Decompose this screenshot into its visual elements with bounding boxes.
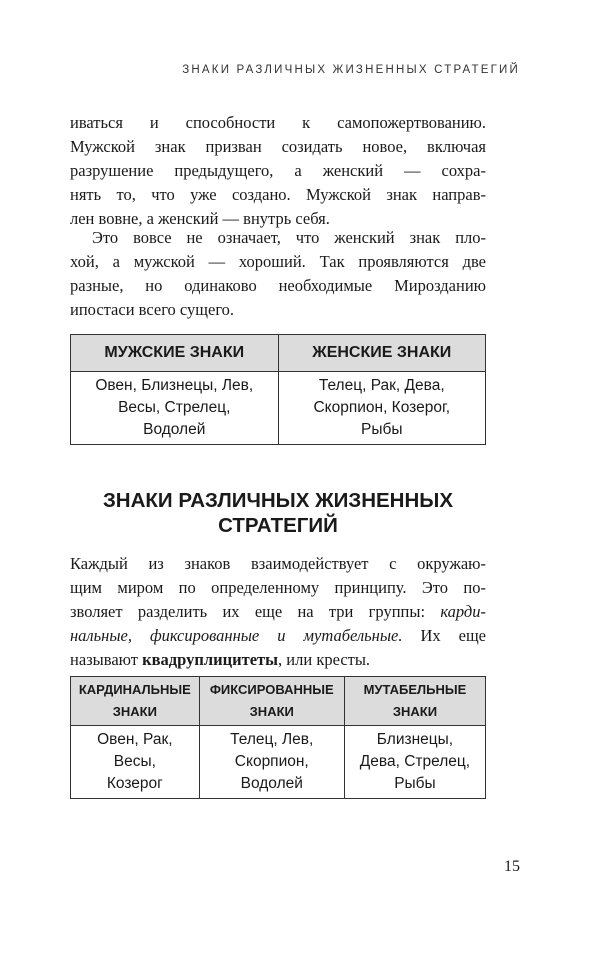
header-line: ЗНАКИ <box>392 704 438 719</box>
running-head: ЗНАКИ РАЗЛИЧНЫХ ЖИЗНЕННЫХ СТРАТЕГИЙ <box>182 64 520 76</box>
cell-line: Весы, Стрелец, <box>118 399 231 416</box>
text-line: лен вовне, а женский — внутрь себя. <box>70 209 330 228</box>
cell-line: Весы, <box>113 753 156 770</box>
cell-line: Рыбы <box>361 421 403 438</box>
table-row <box>71 726 486 799</box>
text-run: называют <box>70 650 143 669</box>
text-line: Мужской знак призван созидать новое, включая <box>70 137 486 156</box>
text-line: разные, но одинаково необходимые Мирозданию <box>70 276 486 295</box>
page-number: 15 <box>504 858 520 875</box>
text-line: иваться и способности к самопожертвованию. <box>70 113 486 132</box>
cell-line: Скорпион, Козерог, <box>313 399 451 416</box>
text-line: щим миром по определенному принципу. Это по- <box>70 578 486 597</box>
text-line <box>70 600 486 624</box>
cell-line: Водолей <box>240 775 303 792</box>
cell-female-signs <box>278 372 486 445</box>
cross-signs-table <box>70 676 486 799</box>
cell-male-signs <box>71 372 279 445</box>
cell-line: Овен, Близнецы, Лев, <box>95 377 254 394</box>
text-line: ипостаси всего сущего. <box>70 300 235 319</box>
cell-line: Телец, Лев, <box>230 731 314 748</box>
text-run: Их еще <box>402 626 486 645</box>
text-line <box>70 624 486 648</box>
header-line: ЗНАКИ <box>112 704 157 719</box>
cell-line: Телец, Рак, Дева, <box>318 377 445 394</box>
text-run: , или кресты. <box>278 650 371 669</box>
paragraph-3 <box>70 552 486 672</box>
bold-term: квадруплицитеты <box>142 650 279 669</box>
italic-terms: нальные, фиксированные и мутабельные. <box>70 626 403 645</box>
paragraph-1 <box>70 111 486 231</box>
text-line: хой, а мужской — хороший. Так проявляются две <box>70 252 486 271</box>
text-line: нять то, что уже создано. Мужской знак направ- <box>70 185 486 204</box>
text-run: зволяет разделить их еще на три группы: <box>70 602 441 621</box>
cell-line: Овен, Рак, <box>97 731 173 748</box>
cell-line: Дева, Стрелец, <box>359 753 471 770</box>
header-cardinal-signs <box>71 677 200 726</box>
cell-fixed-signs <box>199 726 344 799</box>
text-line <box>70 648 486 672</box>
header-line: КАРДИНАЛЬНЫЕ <box>78 682 191 697</box>
cell-line: Рыбы <box>394 775 436 792</box>
header-mutable-signs <box>344 677 485 726</box>
cell-line: Водолей <box>143 421 206 438</box>
text-line: Каждый из знаков взаимодействует с окружаю- <box>70 554 486 573</box>
text-line: разрушение предыдущего, а женский — сохра- <box>70 161 486 180</box>
header-line: ЗНАКИ <box>249 704 294 719</box>
section-title <box>70 488 486 538</box>
table-header-row <box>71 677 486 726</box>
header-line: ФИКСИРОВАННЫЕ <box>209 682 334 697</box>
italic-term: карди- <box>440 602 486 621</box>
cell-line: Скорпион, <box>234 753 309 770</box>
text-line: Это вовсе не означает, что женский знак пло- <box>92 228 486 247</box>
cell-cardinal-signs <box>71 726 200 799</box>
header-male-signs: МУЖСКИЕ ЗНАКИ <box>71 335 279 372</box>
section-title-line: ЗНАКИ РАЗЛИЧНЫХ ЖИЗНЕННЫХ <box>102 489 454 512</box>
section-title-line: СТРАТЕГИЙ <box>218 514 338 537</box>
cell-mutable-signs <box>344 726 485 799</box>
header-female-signs: ЖЕНСКИЕ ЗНАКИ <box>278 335 486 372</box>
header-line: МУТАБЕЛЬНЫЕ <box>363 682 467 697</box>
header-fixed-signs <box>199 677 344 726</box>
cell-line: Козерог <box>106 775 163 792</box>
gender-signs-table <box>70 334 486 445</box>
paragraph-2 <box>70 226 486 322</box>
table-row <box>71 372 486 445</box>
cell-line: Близнецы, <box>376 731 454 748</box>
table-header-row <box>71 335 486 372</box>
